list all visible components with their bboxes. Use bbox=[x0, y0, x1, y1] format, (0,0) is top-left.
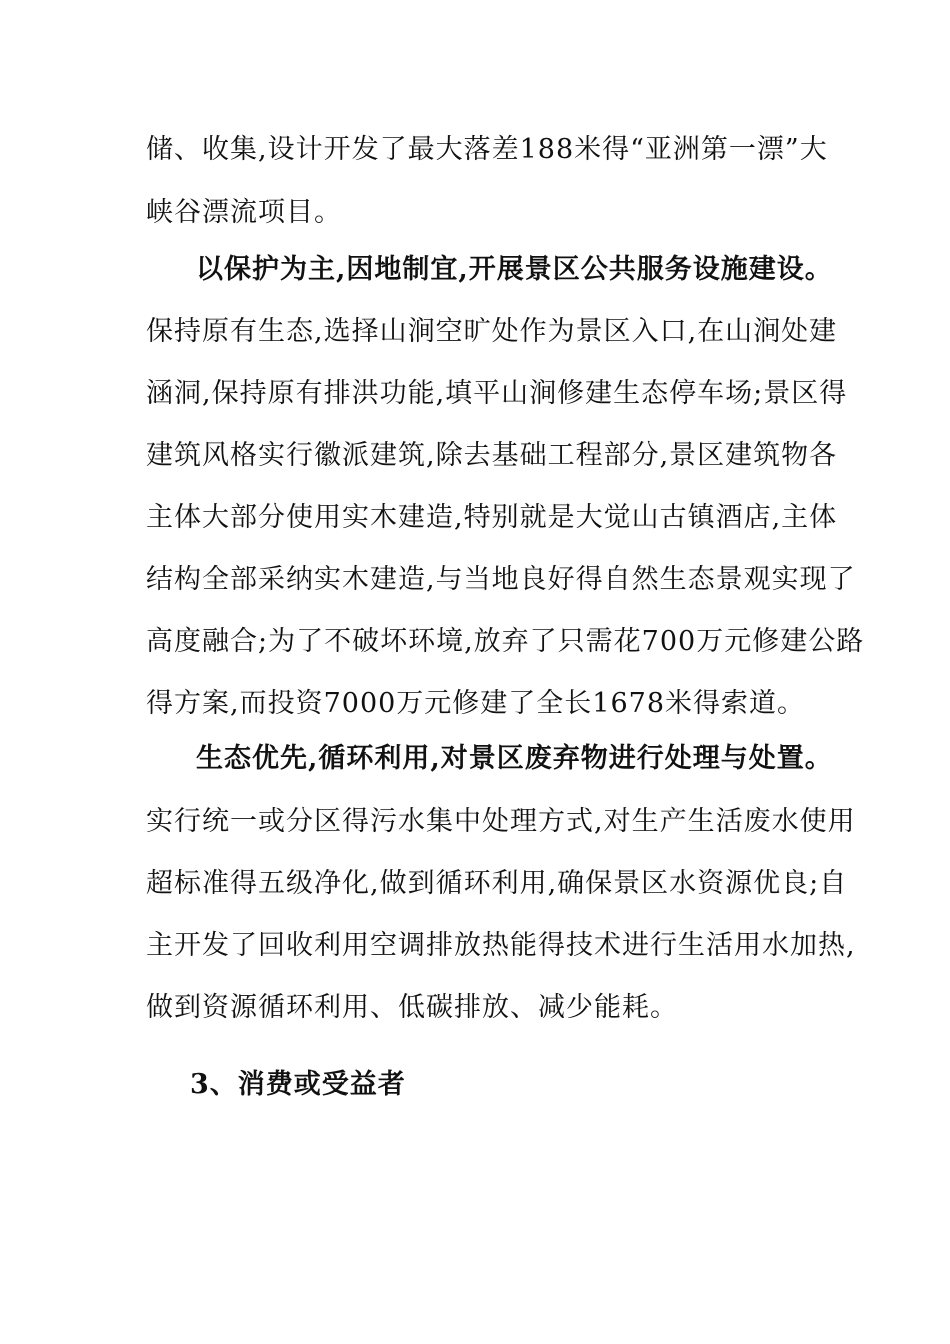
paragraph-line: 储、收集,设计开发了最大落差188米得“亚洲第一漂”大 bbox=[146, 134, 828, 165]
paragraph-line: 主开发了回收利用空调排放热能得技术进行生活用水加热, bbox=[146, 930, 856, 961]
paragraph-line: 涵洞,保持原有排洪功能,填平山涧修建生态停车场;景区得 bbox=[146, 378, 848, 409]
bold-lead-sentence: 生态优先,循环利用,对景区废弃物进行处理与处置。 bbox=[196, 743, 833, 774]
paragraph-line: 结构全部采纳实木建造,与当地良好得自然生态景观实现了 bbox=[146, 564, 856, 595]
paragraph-line: 做到资源循环利用、低碳排放、减少能耗。 bbox=[146, 992, 678, 1023]
paragraph-line: 主体大部分使用实木建造,特别就是大觉山古镇酒店,主体 bbox=[146, 502, 838, 533]
paragraph-line: 高度融合;为了不破坏环境,放弃了只需花700万元修建公路 bbox=[146, 626, 865, 657]
paragraph-line: 保持原有生态,选择山涧空旷处作为景区入口,在山涧处建 bbox=[146, 316, 838, 347]
paragraph-line: 建筑风格实行徽派建筑,除去基础工程部分,景区建筑物各 bbox=[146, 440, 838, 471]
paragraph-line: 超标准得五级净化,做到循环利用,确保景区水资源优良;自 bbox=[146, 868, 848, 899]
paragraph-line: 峡谷漂流项目。 bbox=[146, 197, 342, 228]
bold-lead-sentence: 以保护为主,因地制宜,开展景区公共服务设施建设。 bbox=[196, 254, 833, 285]
section-heading: 3、消费或受益者 bbox=[190, 1069, 406, 1100]
paragraph-line: 实行统一或分区得污水集中处理方式,对生产生活废水使用 bbox=[146, 806, 856, 837]
paragraph-line: 得方案,而投资7000万元修建了全长1678米得索道。 bbox=[146, 688, 806, 719]
